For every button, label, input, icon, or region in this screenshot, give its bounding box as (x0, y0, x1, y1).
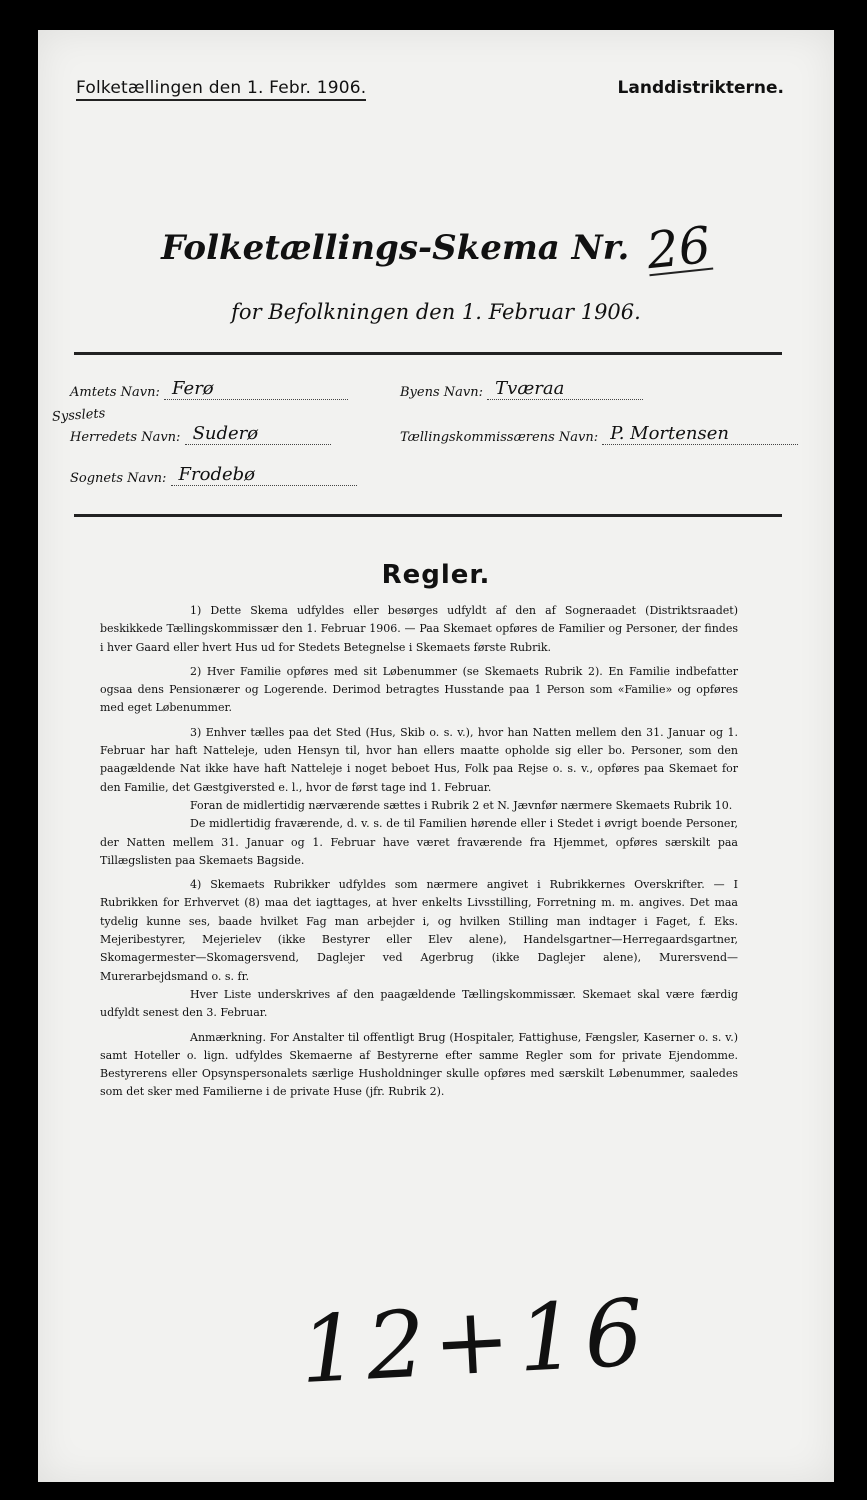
sogn-label: Sognets Navn: (70, 471, 167, 486)
rule-3-midlertidig-naervaerende: Foran de midlertidig nærværende sættes i Rubrik 2 et N. Jævnfør nærmere Skemaets Rubrik 10. (190, 798, 733, 812)
herred-value: Suderø (185, 423, 331, 445)
amt-label: Amtets Navn: (70, 385, 160, 400)
rule-4-signature: Hver Liste underskrives af den paagældende Tællingskommissær. Skemaet skal være færdig udfyldt senest den 3. Februar. (100, 987, 738, 1020)
form-number: 26 (644, 215, 714, 281)
rules-body (100, 602, 738, 1102)
rule-3-midlertidig-fravaerende: De midlertidig fraværende, d. v. s. de til Familien hørende eller i Stedet i øvrigt boende Personer, der Natten mellem 31. Januar og 1. Februar have været fraværende fra Hjemmet, opføres særskilt paa Tillægslisten paa Skemaets Bagside. (100, 817, 738, 867)
district-type-header: Landdistrikterne. (617, 78, 784, 98)
herred-label: Herredets Navn: (70, 430, 181, 445)
by-value: Tværaa (487, 378, 643, 400)
amt-field (70, 378, 348, 400)
rules-note: Anmærkning. For Anstalter til offentligt Brug (Hospitaler, Fattighuse, Fængsler, Kaserner o. s. v.) samt Hoteller o. lign. udfyldes Skemaerne af Bestyrerne efter samme Regler som for private Ejendomme. Bestyrerens eller Opsynspersonalets særlige Husholdninger skulle opføres med særskilt Løbenummer, saaledes som det sker med Familierne i de private Huse (jfr. Rubrik 2). (100, 1030, 738, 1099)
kommissaer-value: P. Mortensen (602, 423, 798, 445)
form-title-text: Folketællings-Skema Nr. (161, 228, 630, 268)
kommissaer-field (400, 423, 798, 445)
bottom-divider (74, 514, 782, 517)
sogn-value: Frodebø (171, 464, 357, 486)
rule-4: 4) Skemaets Rubrikker udfyldes som nærmere angivet i Rubrikkernes Overskrifter. — I Rubrikken for Erhvervet (8) maa det iagttages, at hver enkelts Livsstilling, Forretning m. m. angives. Det maa tydelig kunne ses, baade hvilket Fag man arbejder i, og hvilken Stilling man indtager i Faget, f. Eks. Mejeribestyrer, Mejerielev (ikke Bestyrer eller Elev alene), Handelsgartner—Herregaardsgartner, Skomagermester—Skomagersvend, Daglejer ved Agerbrug (ikke Daglejer alene), Murersvend—Murerarbejdsmand o. s. fr. (100, 878, 738, 983)
by-label: Byens Navn: (400, 385, 483, 400)
form-title (38, 215, 834, 281)
rule-1: 1) Dette Skema udfyldes eller besørges udfyldt af den af Sogneraadet (Distriktsraadet) beskikkede Tællingskommissær den 1. Februar 1906. — Paa Skemaet opføres de Familier og Personer, der findes i hver Gaard eller hvert Hus ud for Stedets Betegnelse i Skemaets første Rubrik. (100, 604, 738, 654)
top-divider (74, 352, 782, 355)
by-field (400, 378, 643, 400)
rule-2: 2) Hver Familie opføres med sit Løbenummer (se Skemaets Rubrik 2). En Familie indbefatter ogsaa dens Pensionærer og Logerende. Derimod betragtes Husstande paa 1 Person som «Familie» og opføres med eget Løbenummer. (100, 664, 738, 715)
census-date-header: Folketællingen den 1. Febr. 1906. (76, 78, 366, 101)
rules-heading: Regler. (381, 560, 491, 590)
form-subtitle: for Befolkningen den 1. Februar 1906. (231, 300, 641, 324)
herred-margin-note: Sysslets (51, 406, 106, 425)
rule-3: 3) Enhver tælles paa det Sted (Hus, Skib o. s. v.), hvor han Natten mellem den 31. Januar og 1. Februar har haft Natteleje, uden Hensyn til, hvor han ellers maatte opholde sig eller bo. Personer, som den paagældende Nat ikke have haft Natteleje i noget beboet Hus, Folk paa Rejse o. s. v., opføres paa Skemaet for den Familie, det Gæstgiversted e. l., hvor de først tage ind 1. Februar. (100, 725, 738, 794)
handwritten-total: 12+16 (297, 1278, 654, 1405)
amt-value: Ferø (164, 378, 348, 400)
kommissaer-label: Tællingskommissærens Navn: (400, 430, 599, 445)
herred-field (70, 423, 331, 445)
census-form-page (38, 30, 834, 1482)
sogn-field (70, 464, 357, 486)
